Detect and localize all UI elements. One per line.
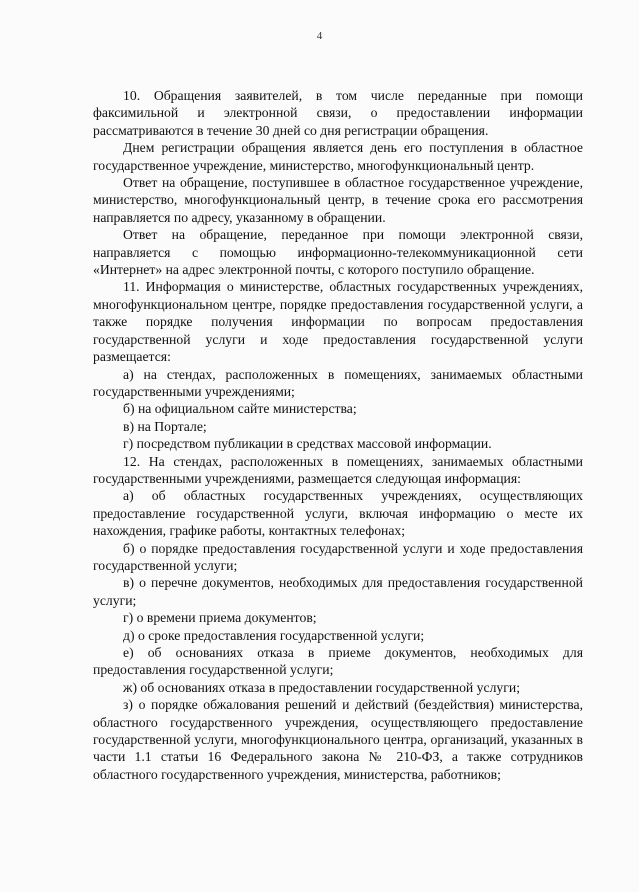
list-item-11g: г) посредством публикации в средствах массовой информации. bbox=[123, 436, 492, 452]
list-item-11v: в) на Портале; bbox=[123, 418, 207, 434]
list-item-12zh: ж) об основаниях отказа в предоставлении государственной услуги; bbox=[123, 679, 521, 695]
list-item-12b: б) о порядке предоставления государственной услуги и ходе предоставления государственной услуги; bbox=[93, 540, 583, 573]
page-number: 4 bbox=[316, 30, 323, 42]
paragraph-11: 11. Информация о министерстве, областных государственных учреждениях, многофункциональном центре, порядке предоставления государственной услуги, а также порядке получения информации по вопросам предоставления государственной услуги и ходе предоставления государственной услуги размещается: bbox=[93, 279, 583, 365]
list-item-12v: в) о перечне документов, необходимых для предоставления государственной услуги; bbox=[93, 575, 583, 608]
list-item-12a: а) об областных государственных учреждениях, осуществляющих предоставление государственной услуги, включая информацию о месте их нахождения, графике работы, контактных телефонах; bbox=[93, 488, 583, 539]
list-item-12d: д) о сроке предоставления государственной услуги; bbox=[123, 627, 425, 643]
paragraph-10: 10. Обращения заявителей, в том числе переданные при помощи факсимильной и электронной связи, о предоставлении информации рассматриваются в течение 30 дней со дня регистрации обращения. bbox=[93, 88, 583, 138]
paragraph-registration-day: Днем регистрации обращения является день его поступления в областное государственное учреждение, министерство, многофункциональный центр. bbox=[93, 140, 583, 173]
list-item-12g: г) о времени приема документов; bbox=[123, 610, 317, 626]
list-item-11a: а) на стендах, расположенных в помещениях, занимаемых областными государственными учреждениями; bbox=[93, 366, 583, 399]
paragraph-response-by-email: Ответ на обращение, переданное при помощи электронной связи, направляется с помощью информационно-телекоммуникационной сети «Интернет» на адрес электронной почты, с которого поступило обращение. bbox=[93, 227, 583, 278]
list-item-12e: е) об основаниях отказа в приеме документов, необходимых для предоставления государственной услуги; bbox=[93, 645, 583, 678]
list-item-11b: б) на официальном сайте министерства; bbox=[123, 401, 357, 417]
document-body bbox=[93, 87, 583, 783]
paragraph-response-by-address: Ответ на обращение, поступившее в областное государственное учреждение, министерство, многофункциональный центр, в течение срока его рассмотрения направляется по адресу, указанному в обращении. bbox=[93, 175, 583, 225]
list-item-12z: з) о порядке обжалования решений и действий (бездействия) министерства, областного государственного учреждения, осуществляющего предоставление государственной услуги, многофункционального центра, организаций, указанных в части 1.1 статьи 16 Федерального закона № 210-ФЗ, а также сотрудников областного государственного учреждения, министерства, работников; bbox=[93, 697, 583, 782]
paragraph-12: 12. На стендах, расположенных в помещениях, занимаемых областными государственными учреждениями, размещается следующая информация: bbox=[93, 453, 583, 486]
